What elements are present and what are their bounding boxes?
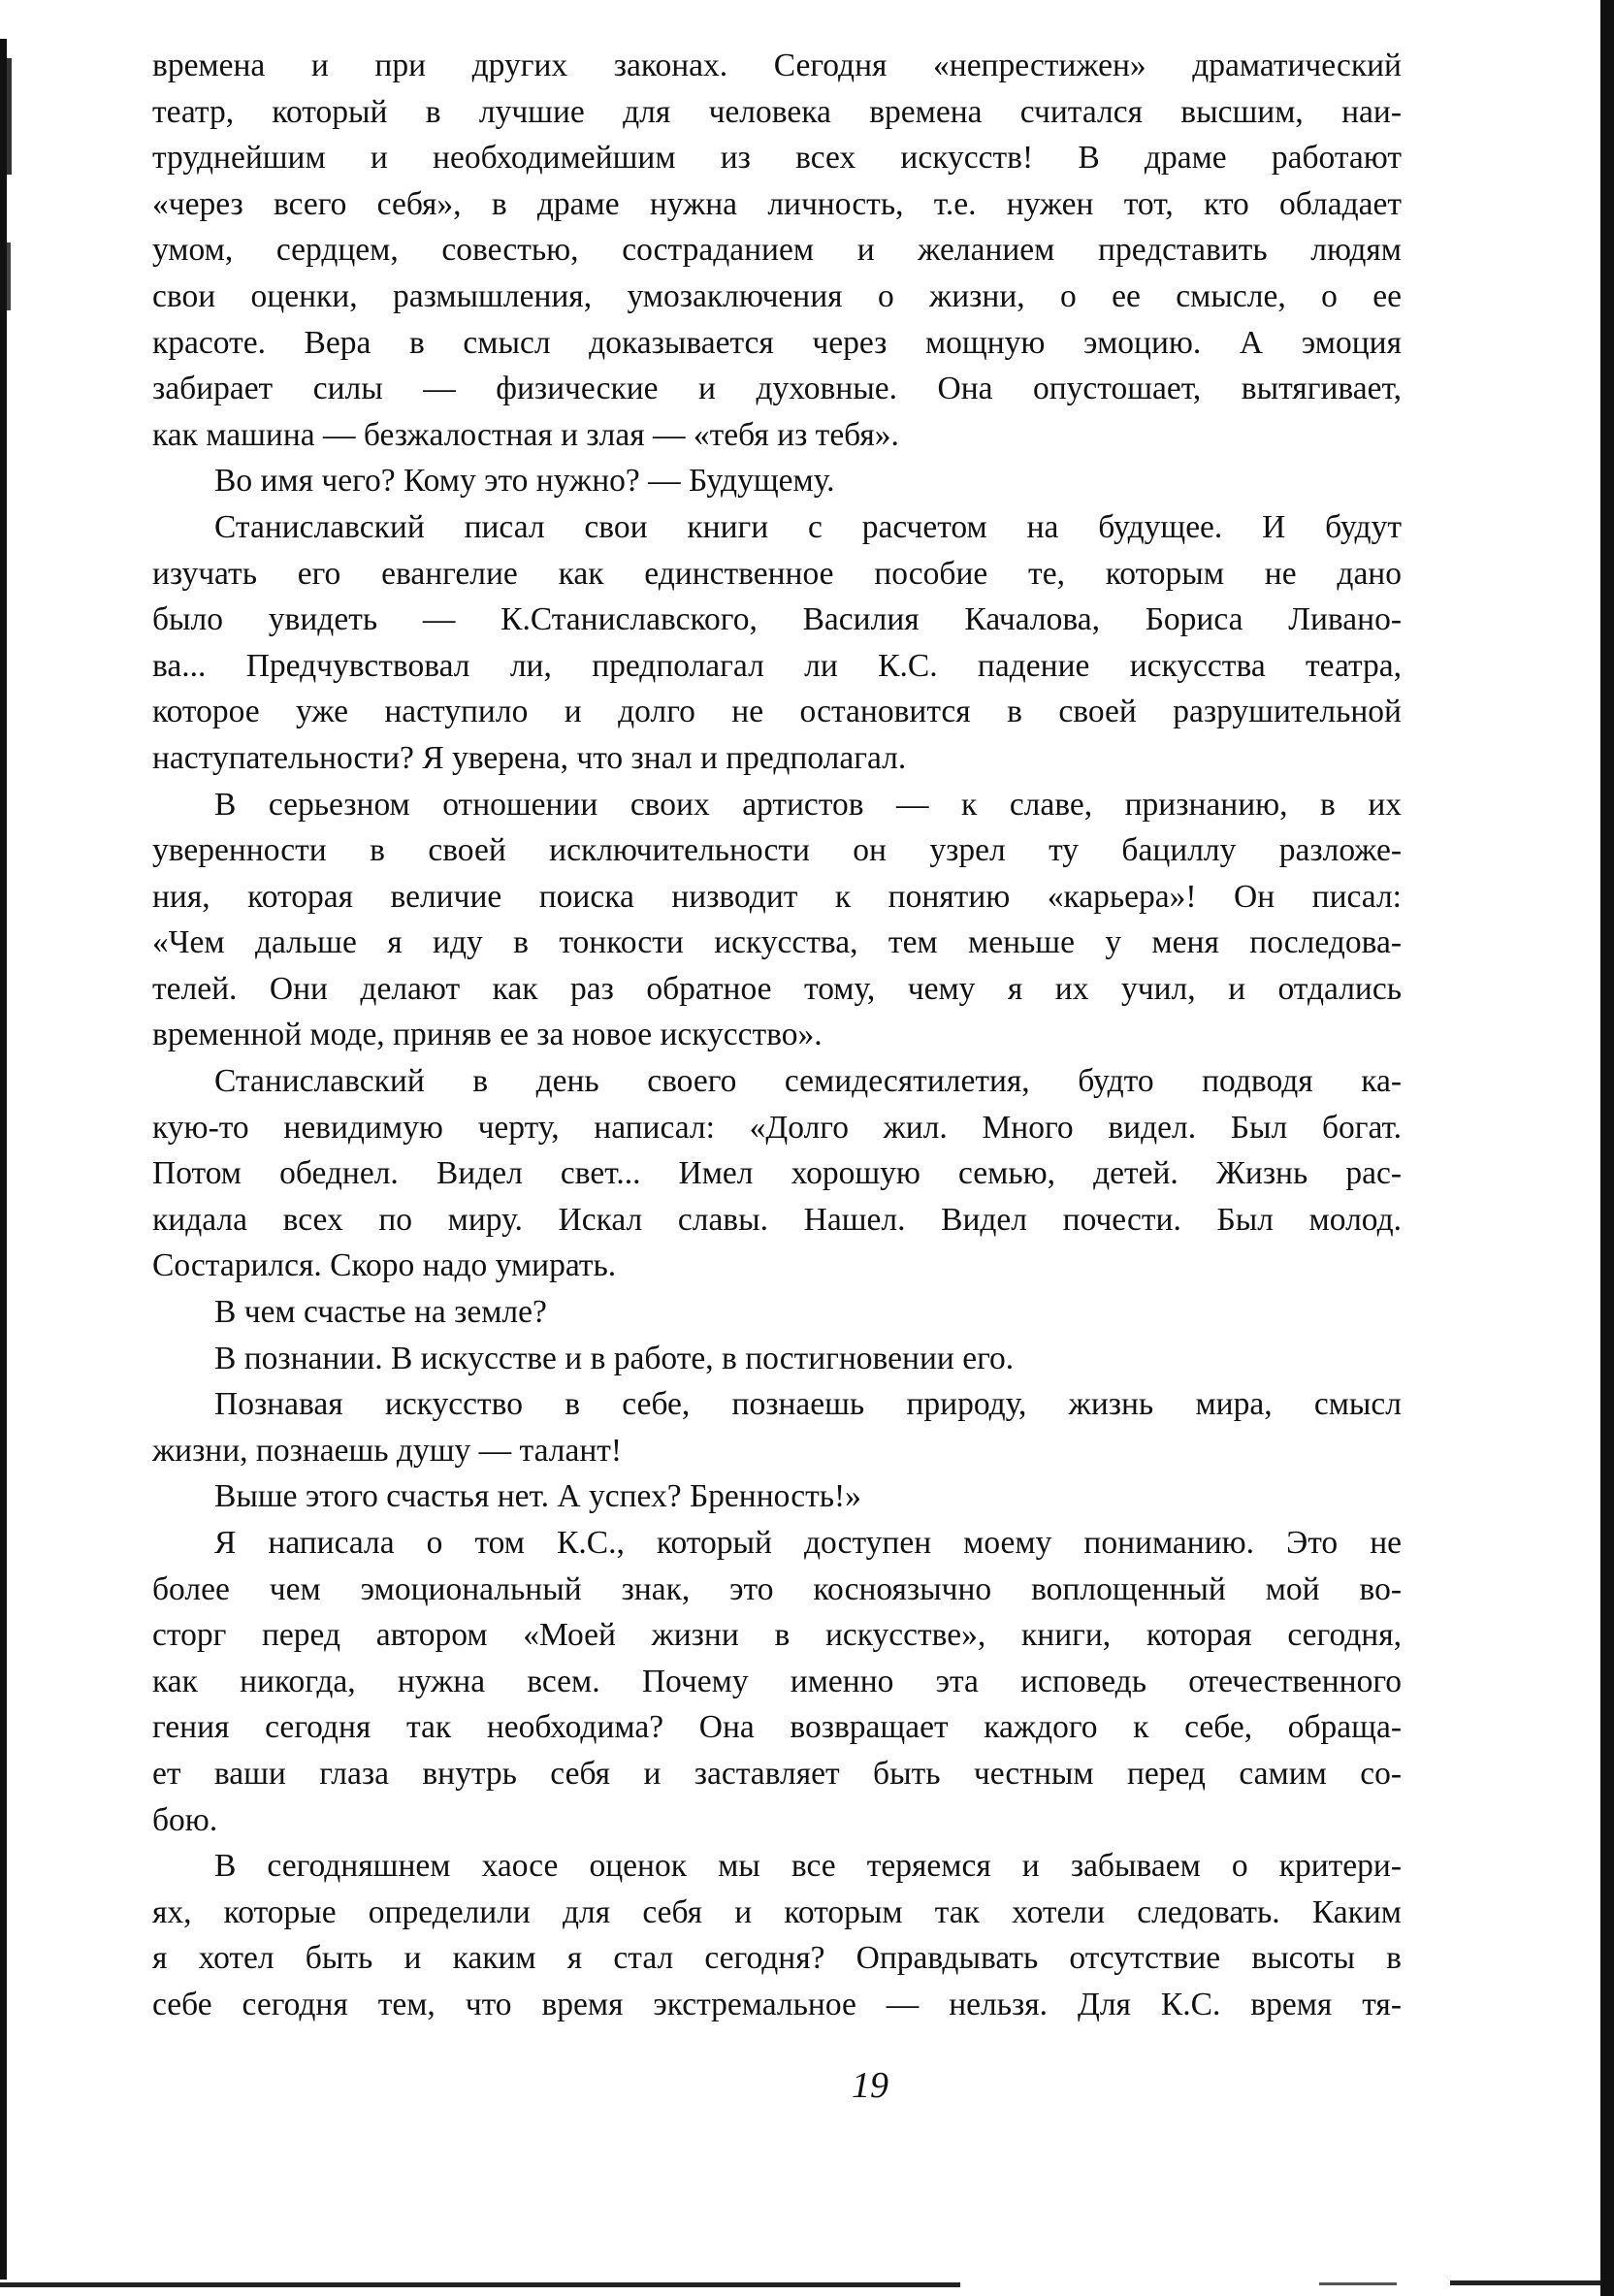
scan-edge-left <box>0 39 7 2280</box>
text-line: как машина — безжалостная и злая — «тебя из тебя». <box>152 416 899 453</box>
text-line: ет ваши глаза внутрь себя и заставляет быть честным перед самим со- <box>152 1755 1402 1792</box>
text-line: ва... Предчувствовал ли, предполагал ли К.С. падение искусства театра, <box>152 647 1402 684</box>
scan-edge-artifact <box>7 58 12 175</box>
text-line: сторг перед автором «Моей жизни в искусстве», книги, которая сегодня, <box>152 1617 1402 1654</box>
text-line: «через всего себя», в драме нужна личность, т.е. нужен тот, кто обладает <box>152 185 1402 222</box>
text-line: временной моде, приняв ее за новое искусство». <box>152 1017 823 1053</box>
text-line: Потом обеднел. Видел свет... Имел хорошую семью, детей. Жизнь рас- <box>152 1155 1402 1192</box>
text-line: В познании. В искусстве и в работе, в постигновении его. <box>214 1340 1015 1376</box>
text-line: ях, которые определили для себя и которым так хотели следовать. Каким <box>152 1893 1402 1930</box>
text-line: красоте. Вера в смысл доказывается через мощную эмоцию. А эмоция <box>152 324 1402 361</box>
text-line: кидала всех по миру. Искал славы. Нашел. Видел почести. Был молод. <box>152 1201 1402 1238</box>
text-line: Выше этого счастья нет. А успех? Бренность!» <box>214 1478 861 1515</box>
text-line: труднейшим и необходимейшим из всех искусств! В драме работают <box>152 140 1402 177</box>
text-line: Я написала о том К.С., который доступен моему пониманию. Это не <box>214 1525 1402 1561</box>
text-line: умом, сердцем, совестью, состраданием и желанием представить людям <box>152 232 1402 269</box>
scan-bottom-line <box>1450 2280 1600 2285</box>
text-line: Станиславский писал свои книги с расчетом на будущее. И будут <box>214 508 1402 545</box>
text-line: бою. <box>152 1801 218 1838</box>
text-line: В серьезном отношении своих артистов — к славе, признанию, в их <box>214 786 1402 823</box>
scan-edge-artifact <box>7 243 11 310</box>
text-line: себе сегодня тем, что время экстремальное — нельзя. Для К.С. время тя- <box>152 1986 1402 2022</box>
text-line: более чем эмоциональный знак, это косноязычно воплощенный мой во- <box>152 1570 1402 1607</box>
text-line: изучать его евангелие как единственное пособие те, которым не дано <box>152 555 1402 592</box>
text-line: Познавая искусство в себе, познаешь природу, жизнь мира, смысл <box>214 1386 1402 1423</box>
text-line: жизни, познаешь душу — талант! <box>152 1432 623 1469</box>
scan-edge-right <box>1600 0 1614 2296</box>
text-line: «Чем дальше я иду в тонкости искусства, тем меньше у меня последова- <box>152 924 1402 961</box>
text-line: ния, которая величие поиска низводит к понятию «карьера»! Он писал: <box>152 878 1402 915</box>
scan-bottom-line <box>1319 2282 1397 2285</box>
text-line: телей. Они делают как раз обратное тому, чему я их учил, и отдались <box>152 970 1402 1007</box>
text-line: Во имя чего? Кому это нужно? — Будущему. <box>214 463 835 500</box>
text-line: было увидеть — К.Станиславского, Василия Качалова, Бориса Ливано- <box>152 601 1402 638</box>
text-line: кую-то невидимую черту, написал: «Долго жил. Много видел. Был богат. <box>152 1109 1402 1146</box>
text-line: я хотел быть и каким я стал сегодня? Оправдывать отсутствие высоты в <box>152 1940 1402 1977</box>
scan-bottom-line <box>0 2282 960 2287</box>
text-line: уверенности в своей исключительности он узрел ту бациллу разложе- <box>152 832 1402 869</box>
text-line: театр, который в лучшие для человека времена считался высшим, наи- <box>152 93 1402 130</box>
page-number: 19 <box>852 2065 888 2106</box>
text-line: В чем счастье на земле? <box>214 1294 547 1331</box>
text-line: забирает силы — физические и духовные. Она опустошает, вытягивает, <box>152 371 1402 407</box>
text-line: гения сегодня так необходима? Она возвращает каждого к себе, обраща- <box>152 1709 1402 1746</box>
text-line: В сегодняшнем хаосе оценок мы все теряемся и забываем о критери- <box>214 1848 1402 1885</box>
text-line: которое уже наступило и долго не остановится в своей разрушительной <box>152 694 1402 730</box>
text-line: времена и при других законах. Сегодня «непрестижен» драматический <box>152 48 1402 83</box>
text-line: Станиславский в день своего семидесятилетия, будто подводя ка- <box>214 1063 1402 1100</box>
body-text <box>152 43 1402 2028</box>
text-line: свои оценки, размышления, умозаключения о жизни, о ее смысле, о ее <box>152 277 1402 314</box>
text-line: Состарился. Скоро надо умирать. <box>152 1247 617 1284</box>
text-line: как никогда, нужна всем. Почему именно эта исповедь отечественного <box>152 1663 1402 1699</box>
text-line: наступательности? Я уверена, что знал и предполагал. <box>152 739 907 776</box>
